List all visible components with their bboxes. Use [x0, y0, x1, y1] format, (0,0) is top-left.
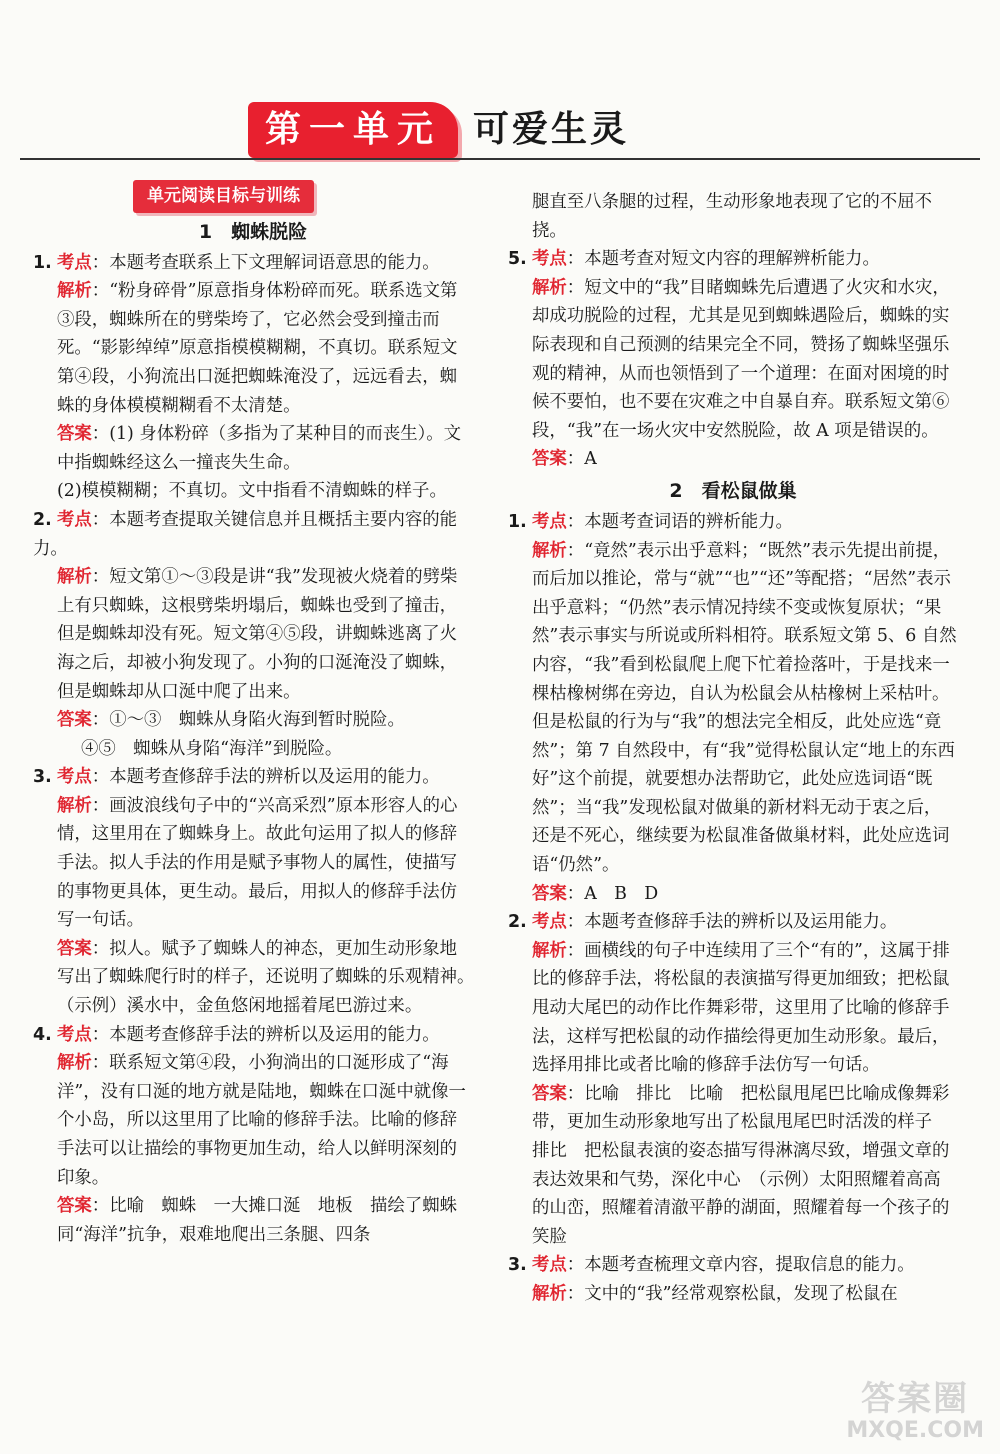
question-item [508, 245, 958, 274]
analysis [508, 1280, 958, 1309]
answer-text: ：A [566, 449, 597, 470]
answer [33, 420, 473, 477]
label-jiexi: 解析 [57, 567, 92, 588]
kaodian-text: ：本题考查修辞手法的辨析以及运用的能力。 [91, 767, 440, 788]
analysis-text: ：“粉身碎骨”原意指身体粉碎而死。联系选文第③段，蜘蛛所在的劈柴垮了，它必然会受到撞击而死。“影影绰绰”原意指模模糊糊，不真切。联系短文第④段，小狗流出口涎把蜘蛛淹没了，远远看去，蜘蛛的身体模模糊糊看不太清楚。 [57, 281, 458, 416]
unit-number: 第一单元 [248, 102, 458, 158]
label-daan: 答案 [532, 883, 567, 904]
question-number: 2. [33, 509, 52, 530]
label-jiexi: 解析 [57, 281, 92, 302]
answer [508, 1080, 958, 1252]
section-tag: 单元阅读目标与训练 [133, 180, 314, 213]
label-jiexi: 解析 [57, 1053, 92, 1074]
analysis-text: ：短文中的“我”目睹蜘蛛先后遭遇了火灾和水灾，却成功脱险的过程，尤其是见到蜘蛛遇险后，蜘蛛的实际表现和自己预测的结果完全不同，赞扬了蜘蛛坚强乐观的精神，从而也领悟到了一个道理：在面对困境的时候不要怕，也不要在灾难之中自暴自弃。联系短文第⑥段，“我”在一场火灾中安然脱险，故 A 项是错误的。 [532, 277, 950, 441]
answer-text: ：拟人。赋予了蜘蛛人的神态，更加生动形象地写出了蜘蛛爬行时的样子，还说明了蜘蛛的乐观精神。 （示例）溪水中，金鱼悠闲地摇着尾巴游过来。 [57, 938, 484, 1017]
kaodian-text: ：本题考查对短文内容的理解辨析能力。 [566, 249, 880, 270]
question-item [33, 763, 473, 792]
label-daan: 答案 [57, 938, 92, 959]
answer-text: ：A B D [566, 883, 659, 904]
lesson-title: 1 蜘蛛脱险 [198, 220, 308, 243]
left-column [33, 180, 484, 1249]
analysis-text: ：“竟然”表示出乎意料；“既然”表示先提出前提，而后加以推论，常与“就”“也”“还”等配搭；“居然”表示出乎意料；“仍然”表示情况持续不变或恢复原状；“果然”表示事实与所说或所料相符。联系短文第 5、6 自然内容，“我”看到松鼠爬上爬下忙着捡落叶，于是找来一棵枯橡树绑在旁边，自认为松鼠会从枯橡树上采枯叶。但是松鼠的行为与“我”的想法完全相反，此处应选“竟然”；第 7 自然段中，有“我”觉得松鼠认定“地上的东西好”这个前提，就要想办法帮助它，此处应选词语“既然”；当“我”发现松鼠对做巢的新材料无动于衷之后，还是不死心，继续要为松鼠准备做巢材料，此处应选词语“仍然”。 [532, 540, 957, 876]
question-item [508, 508, 958, 537]
answer-text: ：比喻 排比 比喻 把松鼠甩尾巴比喻成像舞彩带，更加生动形象地写出了松鼠甩尾巴时活泼的样子 排比 把松鼠表演的姿态描写得淋漓尽致，增强文章的表达效果和气势，深化中心 （示例）太阳照耀着高高的山峦，照耀着清澈平静的湖面，照耀着每一个孩子的笑脸 [532, 1083, 950, 1247]
analysis [33, 792, 473, 935]
label-jiexi: 解析 [532, 540, 567, 561]
label-daan: 答案 [57, 1196, 92, 1217]
analysis [508, 537, 958, 880]
answer [33, 706, 473, 735]
question-number: 1. [508, 511, 527, 532]
answer-continued: ④⑤ 蜘蛛从身陷“海洋”到脱险。 [81, 738, 343, 759]
label-daan: 答案 [57, 710, 92, 731]
analysis [508, 274, 958, 446]
header-rule [20, 158, 980, 160]
question-item [33, 1021, 473, 1050]
question-item [33, 506, 473, 563]
question-number: 3. [508, 1255, 527, 1276]
analysis-text: ：联系短文第④段，小狗淌出的口涎形成了“海洋”，没有口涎的地方就是陆地，蜘蛛在口涎中就像一个小岛，所以这里用了比喻的修辞手法。比喻的修辞手法可以让描绘的事物更加生动，给人以鲜明深刻的印象。 [57, 1053, 466, 1188]
answer-continued: 腿直至八条腿的过程，生动形象地表现了它的不屈不挠。 [532, 192, 932, 241]
answer [33, 935, 484, 1021]
label-daan: 答案 [532, 1083, 567, 1104]
kaodian-text: ：本题考查修辞手法的辨析以及运用能力。 [566, 912, 898, 933]
answer-text: ：(1) 身体粉碎（多指为了某种目的而丧生）。文中指蜘蛛经这么一撞丧失生命。 [57, 424, 462, 473]
answer-text: ：比喻 蜘蛛 一大摊口涎 地板 描绘了蜘蛛同“海洋”抗争，艰难地爬出三条腿、四条 [57, 1196, 458, 1245]
label-kaodian: 考点 [532, 511, 567, 532]
question-number: 5. [508, 249, 527, 270]
analysis-text: ：短文第①～③段是讲“我”发现被火烧着的劈柴上有只蜘蛛，这根劈柴坍塌后，蜘蛛也受到了撞击，但是蜘蛛却没有死。短文第④⑤段，讲蜘蛛逃离了火海之后，却被小狗发现了。小狗的口涎淹没了蜘蛛，但是蜘蛛却从口涎中爬了出来。 [57, 567, 458, 702]
question-item [33, 249, 473, 278]
analysis [33, 563, 473, 706]
lesson-title: 2 看松鼠做巢 [669, 479, 797, 502]
kaodian-text: ：本题考查联系上下文理解词语意思的能力。 [91, 252, 440, 273]
right-column [508, 188, 958, 1309]
answer-continued: (2)模模糊糊；不真切。文中指看不清蜘蛛的样子。 [57, 481, 447, 502]
watermark-logo: 答案圈 [861, 1379, 970, 1419]
question-item [508, 1251, 958, 1280]
watermark-url: MXQE.COM [846, 1418, 984, 1443]
analysis [508, 937, 958, 1080]
analysis-text: ：文中的“我”经常观察松鼠，发现了松鼠在 [566, 1283, 898, 1304]
question-number: 4. [33, 1024, 52, 1045]
label-kaodian: 考点 [532, 249, 567, 270]
label-jiexi: 解析 [57, 795, 92, 816]
label-kaodian: 考点 [532, 912, 567, 933]
analysis-text: ：画波浪线句子中的“兴高采烈”原本形容人的心情，这里用在了蜘蛛身上。故此句运用了拟人的修辞手法。拟人手法的作用是赋予事物人的属性，使描写的事物更具体，更生动。最后，用拟人的修辞手法仿写一句话。 [57, 795, 458, 931]
unit-title: 可爱生灵 [473, 109, 630, 150]
label-jiexi: 解析 [532, 1283, 567, 1304]
label-jiexi: 解析 [532, 277, 567, 298]
answer [508, 880, 958, 909]
label-kaodian: 考点 [57, 767, 92, 788]
answer [33, 1192, 473, 1249]
question-item [508, 908, 958, 937]
watermark [846, 1380, 984, 1444]
kaodian-text: ：本题考查修辞手法的辨析以及运用的能力。 [91, 1024, 440, 1045]
kaodian-text: ：本题考查提取关键信息并且概括主要内容的能力。 [33, 509, 458, 559]
label-jiexi: 解析 [532, 940, 567, 961]
answer [508, 445, 958, 474]
question-number: 1. [33, 252, 52, 273]
answer-text: ：①～③ 蜘蛛从身陷火海到暂时脱险。 [91, 710, 405, 731]
question-number: 3. [33, 767, 52, 788]
label-kaodian: 考点 [532, 1255, 567, 1276]
label-kaodian: 考点 [57, 252, 92, 273]
question-number: 2. [508, 912, 527, 933]
analysis-text: ：画横线的句子中连续用了三个“有的”，这属于排比的修辞手法，将松鼠的表演描写得更加细致；把松鼠甩动大尾巴的动作比作舞彩带，这里用了比喻的修辞手法，这样写把松鼠的动作描绘得更加生动形象。最后，选择用排比或者比喻的修辞手法仿写一句话。 [532, 940, 950, 1076]
label-kaodian: 考点 [57, 1024, 92, 1045]
label-daan: 答案 [532, 449, 567, 470]
analysis [33, 1049, 473, 1192]
analysis [33, 277, 473, 420]
label-daan: 答案 [57, 424, 92, 445]
unit-banner [248, 98, 768, 166]
kaodian-text: ：本题考查词语的辨析能力。 [566, 511, 793, 532]
kaodian-text: ：本题考查梳理文章内容，提取信息的能力。 [566, 1255, 915, 1276]
label-kaodian: 考点 [57, 509, 92, 530]
